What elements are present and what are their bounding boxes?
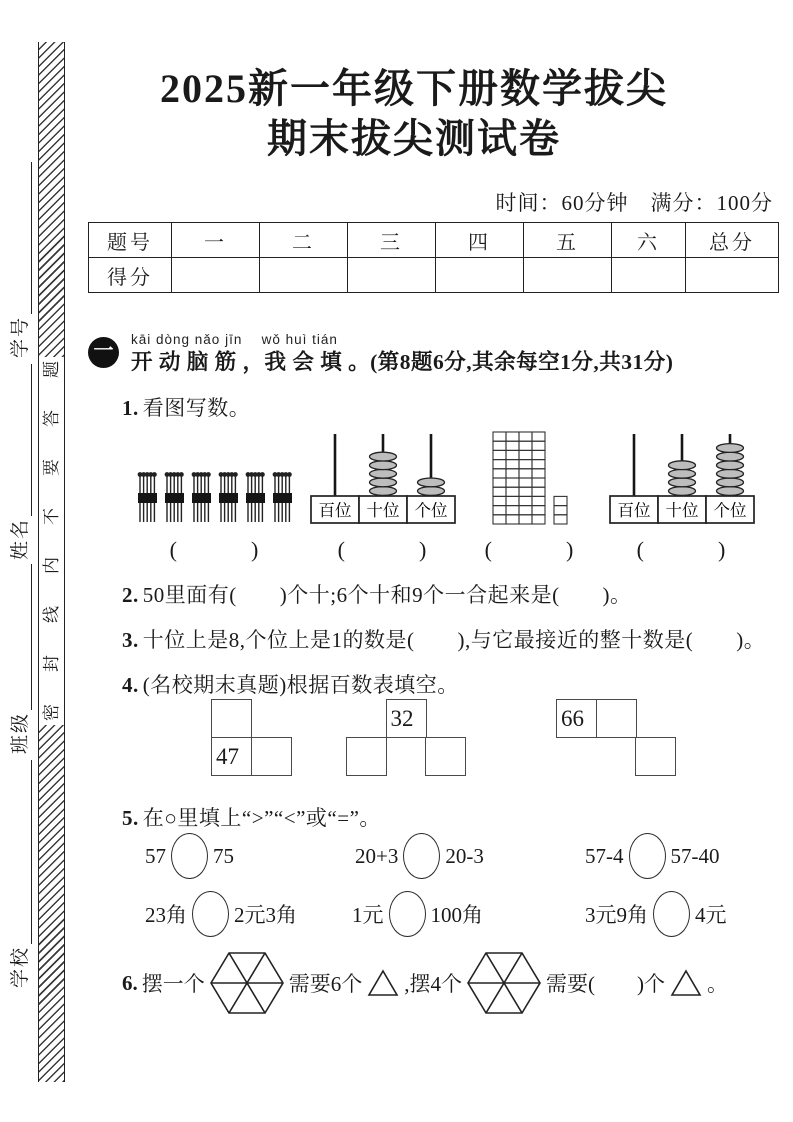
compare-left: 20+3 bbox=[355, 843, 399, 868]
hundred-chart-cell[interactable] bbox=[596, 699, 637, 738]
question-6-text-3: ,摆4个 bbox=[404, 972, 462, 996]
score-cell[interactable] bbox=[172, 258, 260, 293]
hundred-chart-cell[interactable] bbox=[251, 737, 292, 776]
svg-text:百位: 百位 bbox=[318, 501, 352, 520]
question-6-text-5: 。 bbox=[707, 972, 728, 996]
question-6-text-1: 摆一个 bbox=[141, 972, 205, 996]
score-col-1: 一 bbox=[172, 223, 260, 258]
score-col-2: 二 bbox=[260, 223, 348, 258]
question-2-text: 50里面有( )个十;6个十和9个一合起来是( )。 bbox=[142, 583, 632, 607]
hundred-chart-cell[interactable] bbox=[346, 737, 387, 776]
student-id-blank-line[interactable] bbox=[11, 162, 32, 314]
hundred-chart-cell: 32 bbox=[386, 699, 427, 738]
hundred-chart-cell: 47 bbox=[211, 737, 252, 776]
seal-line-char: 线 bbox=[42, 606, 61, 623]
paper-title-line1: 2025新一年级下册数学拔尖 bbox=[160, 66, 668, 111]
section-score-note: (第8题6分,其余每空1分,共31分) bbox=[370, 350, 674, 374]
compare-right: 57-40 bbox=[670, 843, 720, 868]
answer-blank[interactable]: ( ) bbox=[484, 537, 576, 562]
comparison-item bbox=[585, 891, 727, 937]
comparison-row-1 bbox=[120, 833, 780, 889]
answer-blank[interactable]: ( ) bbox=[337, 537, 429, 562]
svg-text:十位: 十位 bbox=[366, 501, 400, 520]
score-cell[interactable] bbox=[436, 258, 524, 293]
score-col-3: 三 bbox=[348, 223, 436, 258]
abacus-image bbox=[607, 434, 757, 526]
hundred-chart-cell[interactable] bbox=[425, 737, 466, 776]
question-1 bbox=[122, 392, 250, 422]
question-3-number: 3. bbox=[122, 628, 139, 652]
score-col-5: 五 bbox=[524, 223, 612, 258]
seal-line-char: 封 bbox=[42, 655, 61, 672]
compare-right: 100角 bbox=[430, 903, 483, 927]
question-3-text: 十位上是8,个位上是1的数是( ),与它最接近的整十数是( )。 bbox=[142, 628, 766, 652]
compare-left: 57 bbox=[145, 843, 166, 868]
score-row-label: 得分 bbox=[89, 258, 172, 293]
svg-text:百位: 百位 bbox=[617, 501, 651, 520]
hatch-pattern-top bbox=[39, 42, 64, 357]
question-4-text: (名校期末真题)根据百数表填空。 bbox=[142, 673, 459, 697]
hundred-chart-cell: 66 bbox=[556, 699, 597, 738]
question-6 bbox=[122, 950, 782, 1016]
svg-text:个位: 个位 bbox=[713, 501, 747, 520]
seal-strip bbox=[38, 42, 65, 1082]
question-5 bbox=[122, 802, 381, 832]
section-title-text: 开 动 脑 筋 ，我 会 填 。 bbox=[131, 350, 371, 374]
question-2-number: 2. bbox=[122, 583, 139, 607]
seal-line-char: 密 bbox=[42, 704, 61, 721]
comparison-circle[interactable] bbox=[171, 833, 208, 879]
comparison-item bbox=[352, 891, 483, 937]
score-table bbox=[88, 222, 779, 293]
section-pinyin: kāi dòng nǎo jīn wǒ huì tián bbox=[131, 332, 338, 347]
question-1-number: 1. bbox=[122, 396, 139, 420]
hundred-chart-cell[interactable] bbox=[211, 699, 252, 738]
compare-left: 23角 bbox=[145, 903, 187, 927]
score-col-total: 总分 bbox=[686, 223, 779, 258]
name-blank-line[interactable] bbox=[11, 364, 32, 516]
question-5-text: 在○里填上“>”“<”或“=”。 bbox=[142, 806, 381, 830]
score-cell[interactable] bbox=[524, 258, 612, 293]
compare-right: 75 bbox=[213, 843, 234, 868]
compare-right: 2元3角 bbox=[234, 903, 297, 927]
comparison-circle[interactable] bbox=[653, 891, 690, 937]
comparison-circle[interactable] bbox=[403, 833, 440, 879]
answer-blank[interactable]: ( ) bbox=[636, 537, 728, 562]
question-6-number: 6. bbox=[122, 970, 138, 995]
compare-right: 4元 bbox=[695, 903, 727, 927]
name-label: 姓名 bbox=[10, 517, 31, 560]
svg-text:十位: 十位 bbox=[665, 501, 699, 520]
compare-left: 57-4 bbox=[585, 843, 624, 868]
hexagon-figure bbox=[209, 950, 285, 1016]
question-5-number: 5. bbox=[122, 806, 139, 830]
triangle-figure bbox=[366, 968, 400, 998]
hundred-chart-shape-32 bbox=[346, 699, 468, 779]
seal-line-char: 不 bbox=[42, 508, 61, 525]
comparison-row-2 bbox=[120, 891, 780, 947]
student-id-label: 学号 bbox=[10, 315, 31, 358]
comparison-circle[interactable] bbox=[389, 891, 426, 937]
score-table-corner: 题号 bbox=[89, 223, 172, 258]
class-label: 班级 bbox=[10, 711, 31, 754]
hexagon-figure bbox=[466, 950, 542, 1016]
paper-title-line2: 期末拔尖测试卷 bbox=[267, 116, 561, 161]
question-6-text-2: 需要6个 bbox=[288, 972, 363, 996]
student-id-field bbox=[6, 162, 32, 358]
comparison-item bbox=[145, 833, 234, 879]
question-1-text: 看图写数。 bbox=[142, 396, 251, 420]
name-field bbox=[6, 364, 32, 560]
time-score-info: 时间：60分钟 满分：100分 bbox=[495, 191, 773, 215]
seal-line-char: 要 bbox=[42, 459, 61, 476]
question-4-number: 4. bbox=[122, 673, 139, 697]
seal-line-char: 答 bbox=[42, 410, 61, 427]
hatch-pattern-bottom bbox=[39, 725, 64, 1082]
figure-stick-bundles bbox=[126, 422, 304, 564]
question-2 bbox=[122, 579, 632, 609]
score-cell[interactable] bbox=[260, 258, 348, 293]
class-blank-line[interactable] bbox=[11, 564, 32, 710]
compare-left: 3元9角 bbox=[585, 903, 648, 927]
comparison-circle[interactable] bbox=[192, 891, 229, 937]
seal-line-text bbox=[43, 357, 60, 725]
class-field bbox=[6, 564, 32, 754]
question-1-figures bbox=[126, 422, 778, 564]
score-col-4: 四 bbox=[436, 223, 524, 258]
hundred-chart-shape-66 bbox=[556, 699, 678, 779]
comparison-item bbox=[145, 891, 297, 937]
school-label: 学校 bbox=[10, 945, 31, 988]
comparison-item bbox=[585, 833, 720, 879]
square-grid-image bbox=[492, 431, 569, 526]
abacus-image bbox=[308, 434, 458, 526]
comparison-item bbox=[355, 833, 484, 879]
score-col-6: 六 bbox=[612, 223, 686, 258]
triangle-figure bbox=[669, 968, 703, 998]
section-title bbox=[131, 345, 673, 376]
figure-abacus-1 bbox=[304, 422, 462, 564]
figure-square-grid bbox=[462, 422, 598, 564]
compare-right: 20-3 bbox=[445, 843, 484, 868]
score-cell[interactable] bbox=[348, 258, 436, 293]
hundred-chart-cell[interactable] bbox=[635, 737, 676, 776]
svg-text:个位: 个位 bbox=[414, 501, 448, 520]
hundred-chart-shapes bbox=[150, 699, 778, 783]
score-cell[interactable] bbox=[612, 258, 686, 293]
compare-left: 1元 bbox=[352, 903, 384, 927]
school-blank-line[interactable] bbox=[11, 760, 32, 944]
question-6-text-4[interactable]: 需要( )个 bbox=[546, 972, 665, 996]
comparison-circle[interactable] bbox=[629, 833, 666, 879]
score-cell-total[interactable] bbox=[686, 258, 779, 293]
school-field bbox=[6, 760, 32, 988]
seal-line-char: 题 bbox=[42, 361, 61, 378]
figure-abacus-2 bbox=[598, 422, 766, 564]
answer-blank[interactable]: ( ) bbox=[169, 537, 261, 562]
question-3 bbox=[122, 624, 765, 654]
section-number-badge: 一 bbox=[88, 337, 119, 368]
seal-line-char: 内 bbox=[42, 557, 61, 574]
stick-bundles-image bbox=[137, 470, 293, 526]
hundred-chart-shape-47 bbox=[211, 699, 293, 779]
question-4 bbox=[122, 669, 459, 699]
